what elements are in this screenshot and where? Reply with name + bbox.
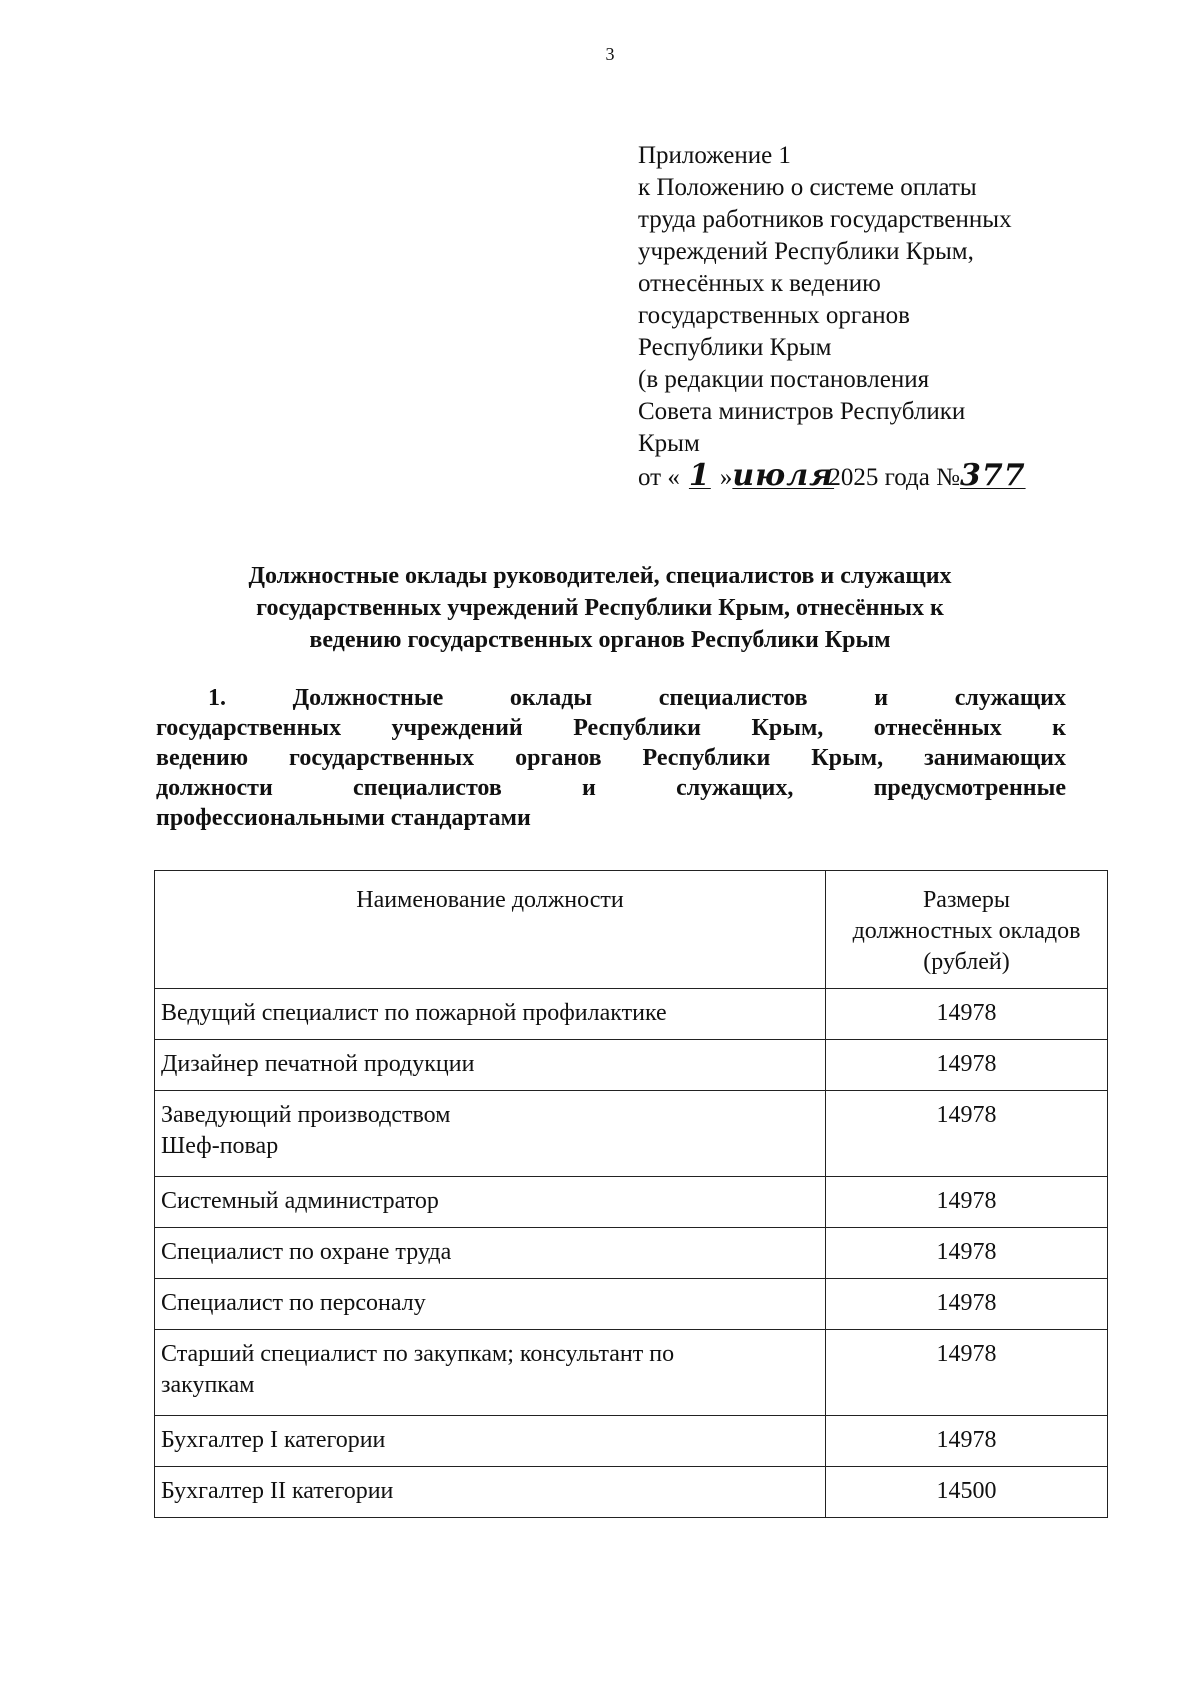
position-name-line: закупкам bbox=[161, 1372, 255, 1398]
position-name bbox=[155, 1091, 826, 1177]
header-amount-line: должностных окладов bbox=[852, 918, 1081, 944]
appendix-line: Приложение 1 bbox=[638, 142, 791, 169]
document-title-line: ведению государственных органов Республики Крым bbox=[309, 627, 891, 653]
table-row bbox=[155, 1040, 1108, 1091]
position-name: Бухгалтер II категории bbox=[155, 1467, 826, 1518]
salary-amount: 14978 bbox=[826, 1228, 1108, 1279]
position-name: Бухгалтер I категории bbox=[155, 1416, 826, 1467]
section-heading-line: профессиональными стандартами bbox=[156, 805, 531, 831]
position-name: Специалист по персоналу bbox=[155, 1279, 826, 1330]
section-heading-line: государственных учреждений Республики Крым, отнесённых к bbox=[156, 715, 1066, 741]
header-amount-line: Размеры bbox=[922, 887, 1011, 913]
position-name: Дизайнер печатной продукции bbox=[155, 1040, 826, 1091]
position-name: Ведущий специалист по пожарной профилактике bbox=[155, 989, 826, 1040]
table-row bbox=[155, 1467, 1108, 1518]
appendix-line: отнесённых к ведению bbox=[638, 270, 881, 297]
salary-amount: 14978 bbox=[826, 989, 1108, 1040]
appendix-line: Совета министров Республики bbox=[638, 398, 966, 425]
table-row bbox=[155, 1228, 1108, 1279]
handwritten-resolution-number: 377 bbox=[959, 458, 1026, 493]
table-header-row bbox=[155, 871, 1108, 989]
date-prefix: от « bbox=[638, 464, 680, 491]
appendix-line: (в редакции постановления bbox=[638, 366, 930, 393]
salary-amount: 14978 bbox=[826, 1416, 1108, 1467]
table-row bbox=[155, 989, 1108, 1040]
page-number: 3 bbox=[605, 44, 615, 64]
header-position-name: Наименование должности bbox=[155, 871, 826, 989]
table-row bbox=[155, 1177, 1108, 1228]
salary-amount: 14978 bbox=[826, 1040, 1108, 1091]
appendix-line: Крым bbox=[638, 430, 700, 457]
position-name: Специалист по охране труда bbox=[155, 1228, 826, 1279]
position-name bbox=[155, 1330, 826, 1416]
salary-amount: 14978 bbox=[826, 1279, 1108, 1330]
table-row bbox=[155, 1330, 1108, 1416]
appendix-line: Республики Крым bbox=[638, 334, 832, 361]
salary-amount: 14978 bbox=[826, 1330, 1108, 1416]
section-heading-line: должности специалистов и служащих, предусмотренные bbox=[156, 775, 1066, 801]
header-amount-line: (рублей) bbox=[923, 949, 1010, 975]
section-heading-line: ведению государственных органов Республики Крым, занимающих bbox=[156, 745, 1066, 771]
document-title-line: государственных учреждений Республики Крым, отнесённых к bbox=[256, 595, 944, 621]
position-name-line: Шеф-повар bbox=[161, 1133, 279, 1159]
table-row bbox=[155, 1091, 1108, 1177]
appendix-line: государственных органов bbox=[638, 302, 910, 329]
document-title-line: Должностные оклады руководителей, специалистов и служащих bbox=[248, 563, 952, 589]
table-row bbox=[155, 1279, 1108, 1330]
document-title bbox=[170, 560, 1030, 656]
position-name-line: Заведующий производством bbox=[161, 1102, 451, 1128]
resolution-date-line bbox=[638, 460, 1108, 494]
appendix-line: труда работников государственных bbox=[638, 206, 1012, 233]
salary-amount: 14978 bbox=[826, 1177, 1108, 1228]
section-1-heading bbox=[156, 683, 1066, 833]
header-salary-amount bbox=[826, 871, 1108, 989]
appendix-line: к Положению о системе оплаты bbox=[638, 174, 977, 201]
handwritten-month: июля bbox=[732, 458, 835, 493]
appendix-block bbox=[638, 140, 1108, 494]
salary-amount: 14978 bbox=[826, 1091, 1108, 1177]
salary-table bbox=[154, 870, 1108, 1518]
date-year-text: 2025 года № bbox=[828, 464, 960, 491]
section-heading-line: 1. Должностные оклады специалистов и служащих bbox=[208, 685, 1066, 711]
salary-amount: 14500 bbox=[826, 1467, 1108, 1518]
table-row bbox=[155, 1416, 1108, 1467]
position-name: Системный администратор bbox=[155, 1177, 826, 1228]
appendix-line: учреждений Республики Крым, bbox=[638, 238, 974, 265]
date-quote-close: » bbox=[719, 464, 733, 491]
handwritten-day: 1 bbox=[688, 458, 711, 493]
position-name-line: Старший специалист по закупкам; консультант по bbox=[161, 1341, 675, 1367]
